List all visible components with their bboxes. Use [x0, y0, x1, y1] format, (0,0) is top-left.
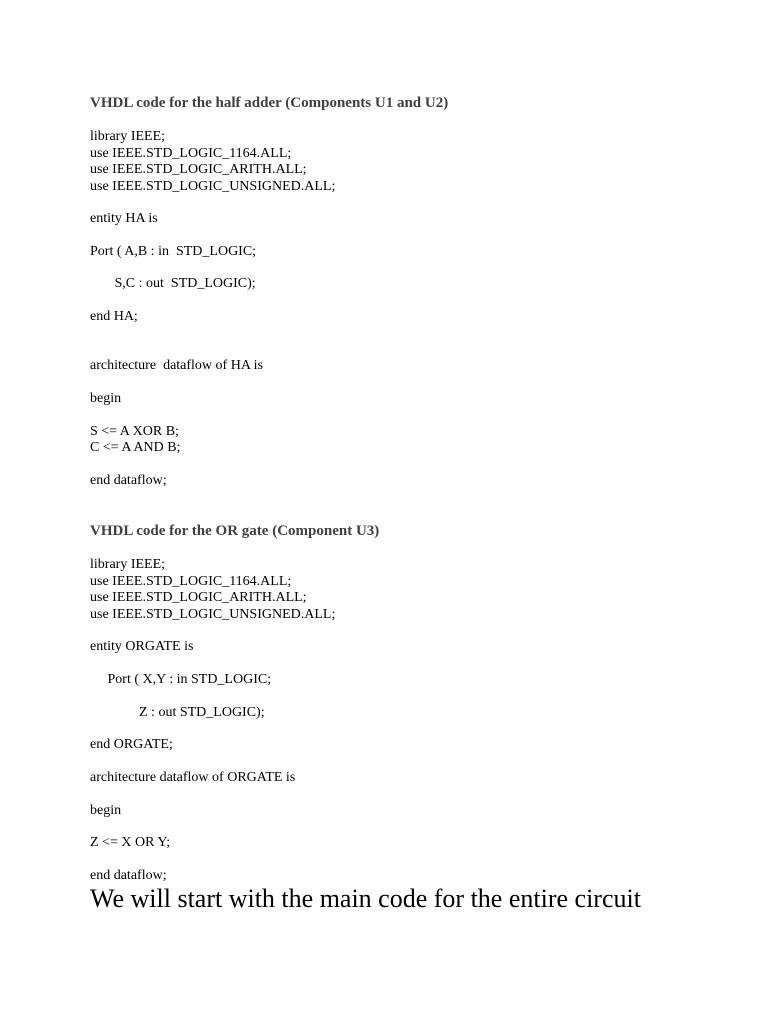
code-line: end dataflow; [90, 473, 167, 488]
code-line: Port ( A,B : in STD_LOGIC; [90, 244, 257, 259]
code-line: S,C : out STD_LOGIC); [90, 276, 256, 291]
code-line: architecture dataflow of ORGATE is [90, 770, 296, 785]
code-line: use IEEE.STD_LOGIC_ARITH.ALL; [90, 162, 307, 177]
code-line: end dataflow; [90, 868, 167, 883]
code-line: Z <= X OR Y; [90, 835, 171, 850]
code-line: begin [90, 391, 122, 406]
code-line: use IEEE.STD_LOGIC_UNSIGNED.ALL; [90, 607, 336, 622]
code-line: library IEEE; [90, 129, 166, 144]
code-line: Z : out STD_LOGIC); [90, 705, 265, 720]
closing-paragraph: We will start with the main code for the entire circuit [90, 884, 641, 913]
code-line: architecture dataflow of HA is [90, 358, 263, 373]
code-line: entity ORGATE is [90, 639, 194, 654]
code-line: begin [90, 803, 122, 818]
code-line: end ORGATE; [90, 737, 173, 752]
code-line: use IEEE.STD_LOGIC_UNSIGNED.ALL; [90, 179, 336, 194]
code-line: use IEEE.STD_LOGIC_ARITH.ALL; [90, 590, 307, 605]
code-line: entity HA is [90, 211, 158, 226]
code-line: library IEEE; [90, 557, 166, 572]
code-line: S <= A XOR B; [90, 424, 179, 439]
code-line: C <= A AND B; [90, 440, 181, 455]
code-line: Port ( X,Y : in STD_LOGIC; [90, 672, 272, 687]
code-line: use IEEE.STD_LOGIC_1164.ALL; [90, 146, 292, 161]
section-heading-half-adder: VHDL code for the half adder (Components U1 and U2) [90, 95, 449, 111]
section-heading-or-gate: VHDL code for the OR gate (Component U3) [90, 523, 380, 539]
code-line: end HA; [90, 309, 138, 324]
code-line: use IEEE.STD_LOGIC_1164.ALL; [90, 574, 292, 589]
